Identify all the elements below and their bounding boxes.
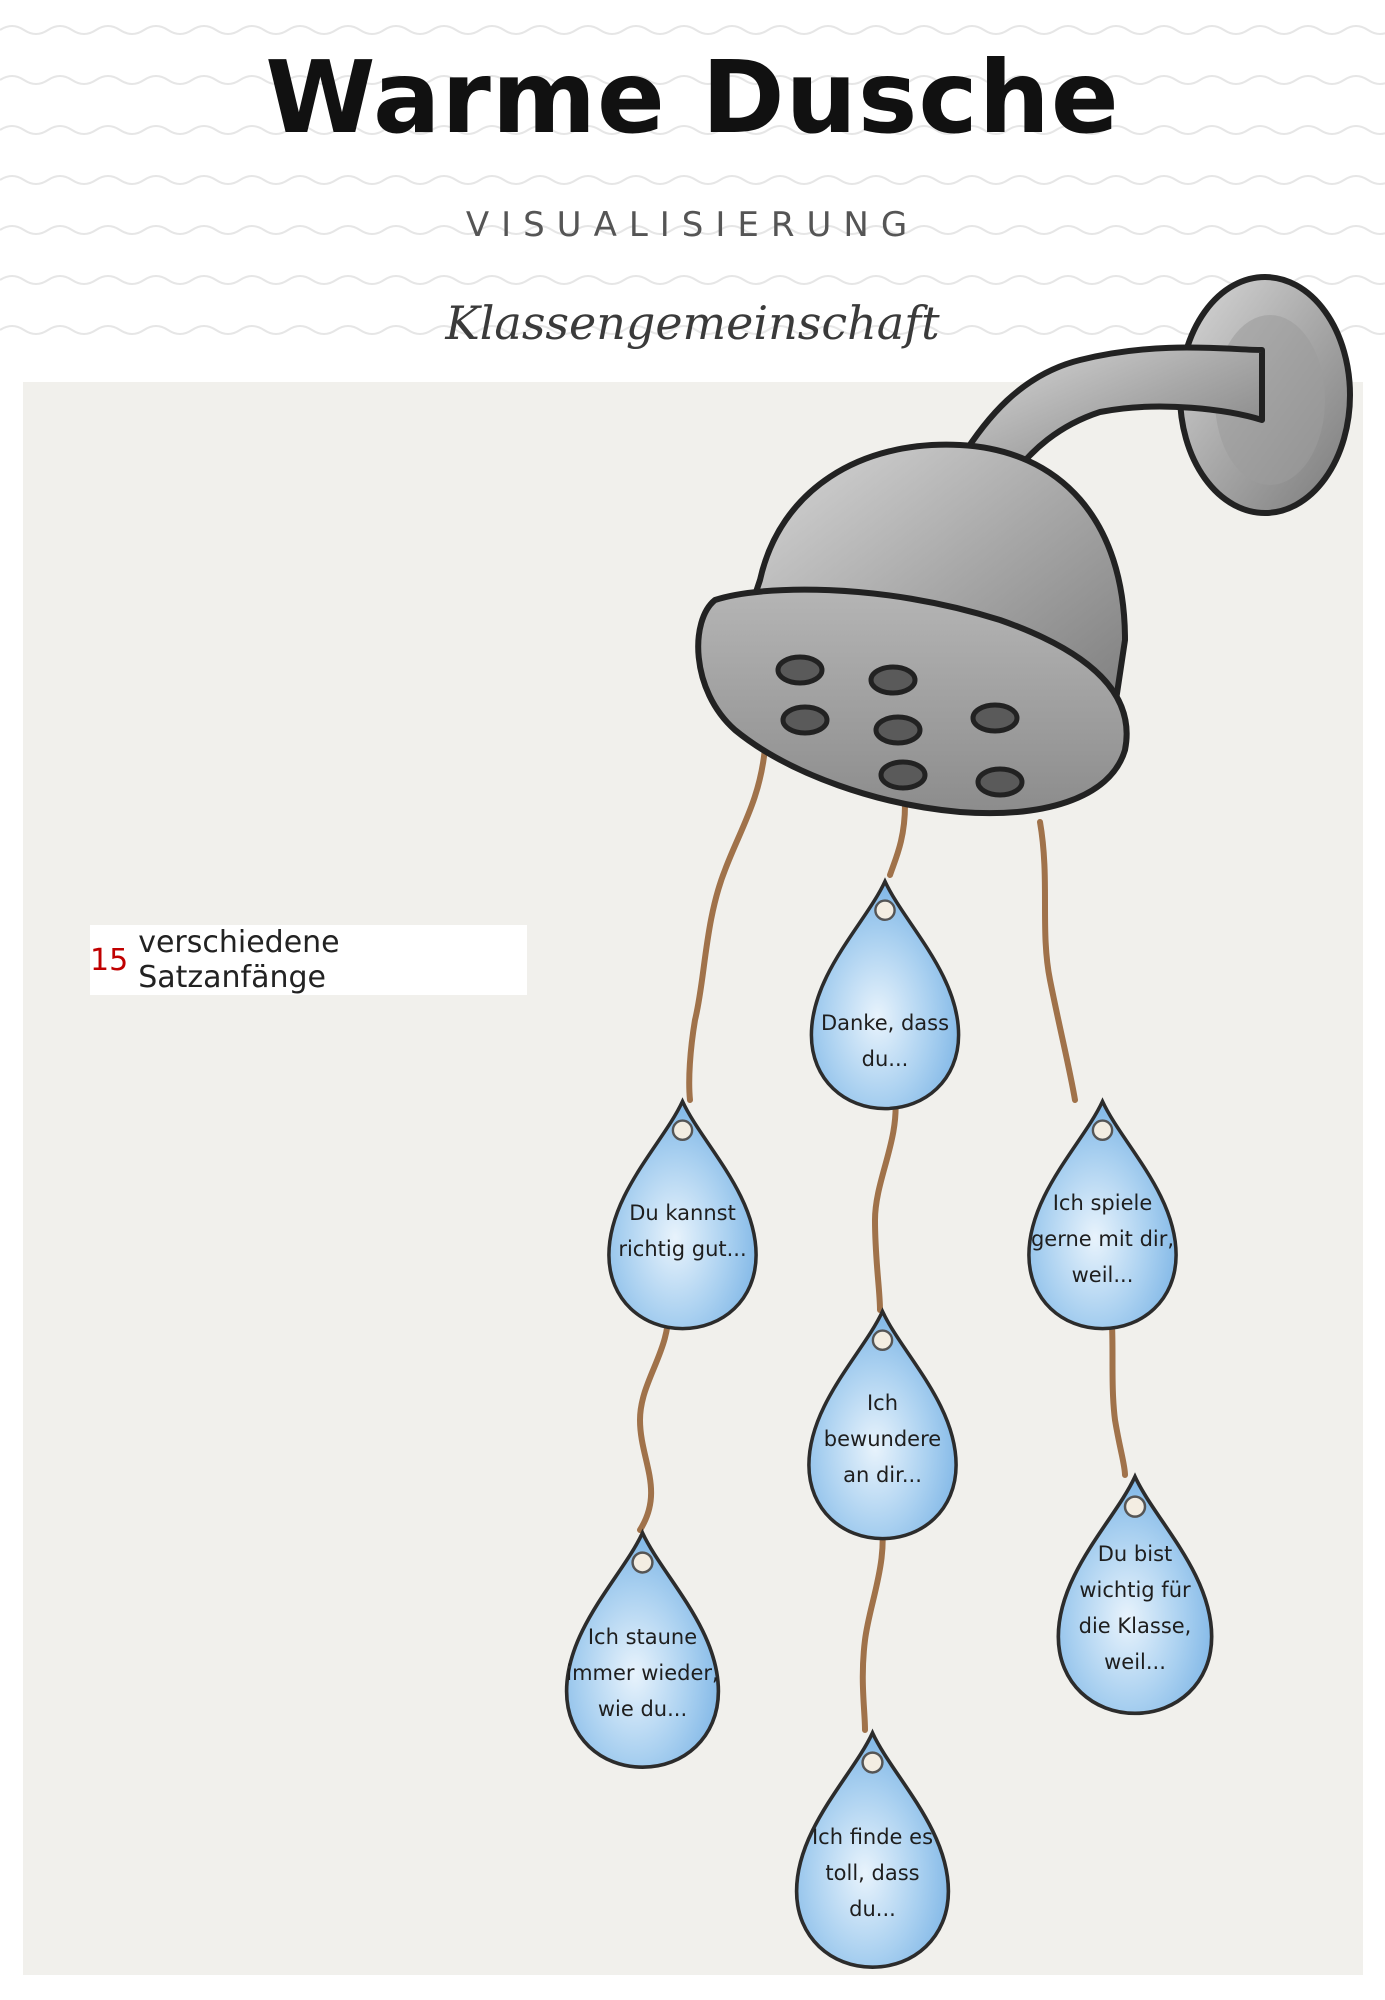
badge-number: 15 xyxy=(90,942,129,978)
water-drop xyxy=(595,1095,770,1335)
water-drop-icon xyxy=(805,875,965,1115)
rope-left xyxy=(689,748,765,1100)
rope-right xyxy=(1040,822,1075,1100)
water-drop xyxy=(1045,1470,1225,1720)
page-title: Warme Dusche xyxy=(265,39,1120,156)
drop-text: Ich staune immer wieder, wie du... xyxy=(566,1625,719,1721)
badge-text: verschiedene Satzanfänge xyxy=(138,925,340,995)
drop-text: Ich finde es toll, dass du... xyxy=(811,1825,934,1921)
rope-left-2 xyxy=(640,1305,668,1530)
page-subtitle: VISUALISIERUNG xyxy=(465,205,920,245)
water-drop xyxy=(805,875,965,1115)
drop-text: Danke, dass du... xyxy=(820,1011,950,1071)
water-drop xyxy=(800,1305,965,1545)
drop-text: Du kannst richtig gut... xyxy=(618,1201,747,1261)
rope-middle-2 xyxy=(875,1095,896,1310)
water-drop xyxy=(790,1725,955,1975)
drop-text: Ich spiele gerne mit dir, weil... xyxy=(1030,1191,1175,1287)
water-drop xyxy=(560,1525,725,1775)
category-label: Klassengemeinschaft xyxy=(445,296,940,350)
drop-text: Du bist wichtig für die Klasse, weil... xyxy=(1078,1542,1192,1674)
rope-middle xyxy=(890,805,905,875)
drop-text: Ich bewundere an dir... xyxy=(823,1391,942,1487)
water-drop xyxy=(1020,1095,1185,1335)
